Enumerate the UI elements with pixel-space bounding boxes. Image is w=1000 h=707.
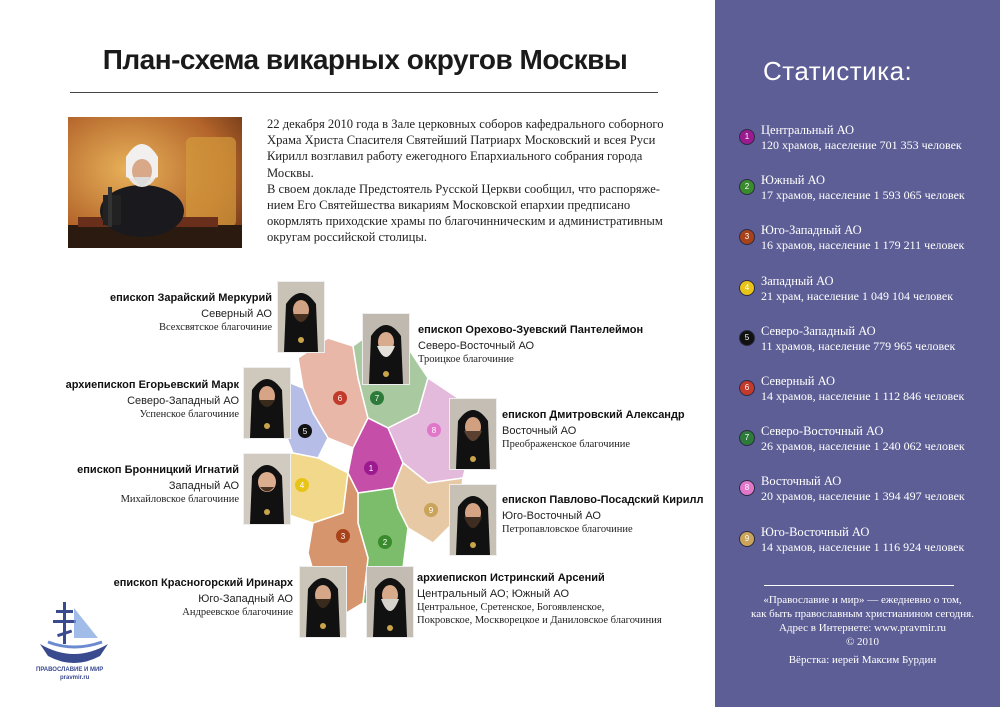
bishop-deanery: Всехсвятское благочиние bbox=[159, 322, 272, 333]
map-label-5: 5 bbox=[302, 427, 308, 436]
bishop-district: Восточный АО bbox=[502, 425, 577, 437]
stat-district-name: Северо-Западный АО bbox=[761, 323, 876, 338]
bishop-name: епископ Бронницкий Игнатий bbox=[77, 464, 239, 476]
map-label-1: 1 bbox=[368, 464, 374, 473]
bishop-name: епископ Красногорский Иринарх bbox=[113, 577, 293, 589]
bishop-deanery: Центральное, Сретенское, Богоявленское, bbox=[417, 602, 605, 613]
bishop-irinarkh bbox=[114, 577, 293, 618]
stat-number-badge: 8 bbox=[739, 480, 755, 496]
stat-value: 120 храмов, население 701 353 человек bbox=[761, 138, 962, 152]
portrait-arseniy bbox=[366, 566, 414, 638]
bishop-district: Западный АО bbox=[168, 480, 239, 492]
stat-number-badge: 3 bbox=[739, 229, 755, 245]
stat-item bbox=[739, 374, 989, 404]
map-label-9: 9 bbox=[428, 506, 434, 515]
stat-value: 11 храмов, население 779 965 человек bbox=[761, 338, 956, 353]
stat-district-name: Центральный АО bbox=[761, 123, 855, 137]
map-label-4: 4 bbox=[299, 481, 305, 490]
stat-value: 17 храмов, население 1 593 065 человек bbox=[761, 188, 965, 203]
intro-paragraph-1: 22 декабря 2010 года в Зале церковных соборов кафедрального соборного Храма Христа Спасителя Святейший Патриарх Московский и всея Руси Кирилл возглавил работу ежегодного Епархиального собрания города Москвы. bbox=[267, 117, 664, 180]
sidebar-divider bbox=[764, 585, 954, 586]
bishop-district: Северо-Восточный АО bbox=[418, 340, 535, 352]
portrait-mark bbox=[243, 367, 291, 439]
page-title: План-схема викарных округов Москвы bbox=[102, 44, 628, 75]
title-divider bbox=[70, 92, 658, 93]
bishop-name: епископ Орехово-Зуевский Пантелеймон bbox=[418, 324, 644, 336]
publisher-info bbox=[735, 593, 990, 649]
stat-number-badge: 2 bbox=[739, 179, 755, 195]
portrait-irinarkh bbox=[299, 566, 347, 638]
stat-item bbox=[739, 223, 989, 253]
bishop-deanery: Преображенское благочиние bbox=[502, 439, 631, 450]
bishop-district: Центральный АО; Южный АО bbox=[417, 588, 570, 600]
bishop-district: Юго-Восточный АО bbox=[502, 510, 601, 522]
portrait-merkuriy bbox=[277, 281, 325, 353]
footer-copyright: © 2010 bbox=[845, 636, 880, 648]
bishop-aleksandr bbox=[502, 409, 685, 450]
logo-url: pravmir.ru bbox=[60, 675, 90, 681]
map-label-8: 8 bbox=[431, 426, 437, 435]
bishop-deanery: Троицкое благочиние bbox=[418, 354, 514, 365]
stat-number-badge: 4 bbox=[739, 280, 755, 296]
stat-value: 20 храмов, население 1 394 497 человек bbox=[761, 489, 965, 504]
footer-website: Адрес в Интернете: www.pravmir.ru bbox=[778, 622, 947, 634]
bishop-district: Северный АО bbox=[201, 308, 272, 320]
stat-value: 14 храмов, население 1 116 924 человек bbox=[761, 539, 965, 554]
bishop-deanery: Михайловское благочиние bbox=[120, 494, 239, 505]
stat-item bbox=[739, 324, 989, 354]
bishop-deanery: Андреевское благочиние bbox=[182, 607, 293, 618]
bishop-district: Юго-Западный АО bbox=[198, 593, 293, 605]
stat-district-name: Западный АО bbox=[761, 273, 834, 288]
bishop-name: архиепископ Егорьевский Марк bbox=[65, 379, 239, 391]
stat-district-name: Северный АО bbox=[761, 374, 835, 388]
bishop-merkuriy bbox=[110, 292, 272, 333]
map-label-7: 7 bbox=[374, 394, 380, 403]
stat-number-badge: 7 bbox=[739, 430, 755, 446]
stat-number-badge: 9 bbox=[739, 531, 755, 547]
stat-item bbox=[739, 424, 989, 454]
stat-value: 16 храмов, население 1 179 211 человек bbox=[761, 238, 965, 253]
bishop-name: архиепископ Истринский Арсений bbox=[417, 572, 605, 584]
portrait-kirill bbox=[449, 484, 497, 556]
stat-district-name: Юго-Восточный АО bbox=[761, 524, 870, 539]
portrait-aleksandr bbox=[449, 398, 497, 470]
stat-item bbox=[739, 525, 989, 555]
bishop-panteleimon bbox=[418, 324, 643, 365]
intro-paragraph-2: В своем докладе Предстоятель Русской Церкви сообщил, что распоряже-нием Его Святейшества викариям Московской епархии предписано окормлять приходские храмы по благочинническим и административным округам российской столицы. bbox=[267, 181, 663, 245]
stat-item bbox=[739, 123, 989, 153]
map-label-6: 6 bbox=[337, 394, 343, 403]
stat-item bbox=[739, 474, 989, 504]
stat-district-name: Северо-Восточный АО bbox=[761, 424, 884, 439]
stat-district-name: Южный АО bbox=[761, 173, 825, 188]
stat-district-name: Юго-Западный АО bbox=[761, 223, 862, 238]
stat-value: 14 храмов, население 1 112 846 человек bbox=[761, 389, 965, 403]
bishop-name: епископ Дмитровский Александр bbox=[502, 409, 685, 421]
stats-title: Статистика: bbox=[763, 56, 913, 86]
bishop-name: епископ Зарайский Меркурий bbox=[110, 292, 272, 304]
bishop-name: епископ Павлово-Посадский Кирилл bbox=[502, 494, 704, 506]
map-label-3: 3 bbox=[340, 532, 346, 541]
stat-number-badge: 1 bbox=[739, 129, 755, 145]
stat-number-badge: 5 bbox=[739, 330, 755, 346]
portrait-panteleimon bbox=[362, 313, 410, 385]
bishop-mark bbox=[66, 379, 239, 420]
footer-line: «Православие и мир» — ежедневно о том, bbox=[763, 594, 962, 606]
logo-text: ПРАВОСЛАВИЕ И МИР bbox=[36, 667, 104, 673]
stat-item bbox=[739, 274, 989, 304]
footer-line: как быть православным христианином сегодня. bbox=[751, 608, 974, 620]
stat-item bbox=[739, 173, 989, 203]
bishop-deanery-2: Покровское, Москворецкое и Даниловское благочиния bbox=[417, 615, 662, 626]
patriarch-photo bbox=[68, 117, 242, 248]
bishop-ignatiy bbox=[77, 464, 239, 505]
stat-value: 21 храм, население 1 049 104 человек bbox=[761, 288, 954, 303]
bishop-deanery: Успенское благочиние bbox=[139, 409, 239, 420]
layout-credit: Вёрстка: иерей Максим Бурдин bbox=[788, 654, 937, 666]
stat-district-name: Восточный АО bbox=[761, 474, 842, 489]
stat-number-badge: 6 bbox=[739, 380, 755, 396]
stat-value: 26 храмов, население 1 240 062 человек bbox=[761, 439, 965, 454]
intro-text bbox=[267, 116, 667, 246]
map-label-2: 2 bbox=[382, 538, 388, 547]
portrait-ignatiy bbox=[243, 453, 291, 525]
bishop-arseniy bbox=[417, 572, 662, 626]
bishop-district: Северо-Западный АО bbox=[127, 395, 239, 407]
bishop-kirill bbox=[502, 494, 703, 535]
bishop-deanery: Петропавловское благочиние bbox=[502, 524, 633, 535]
